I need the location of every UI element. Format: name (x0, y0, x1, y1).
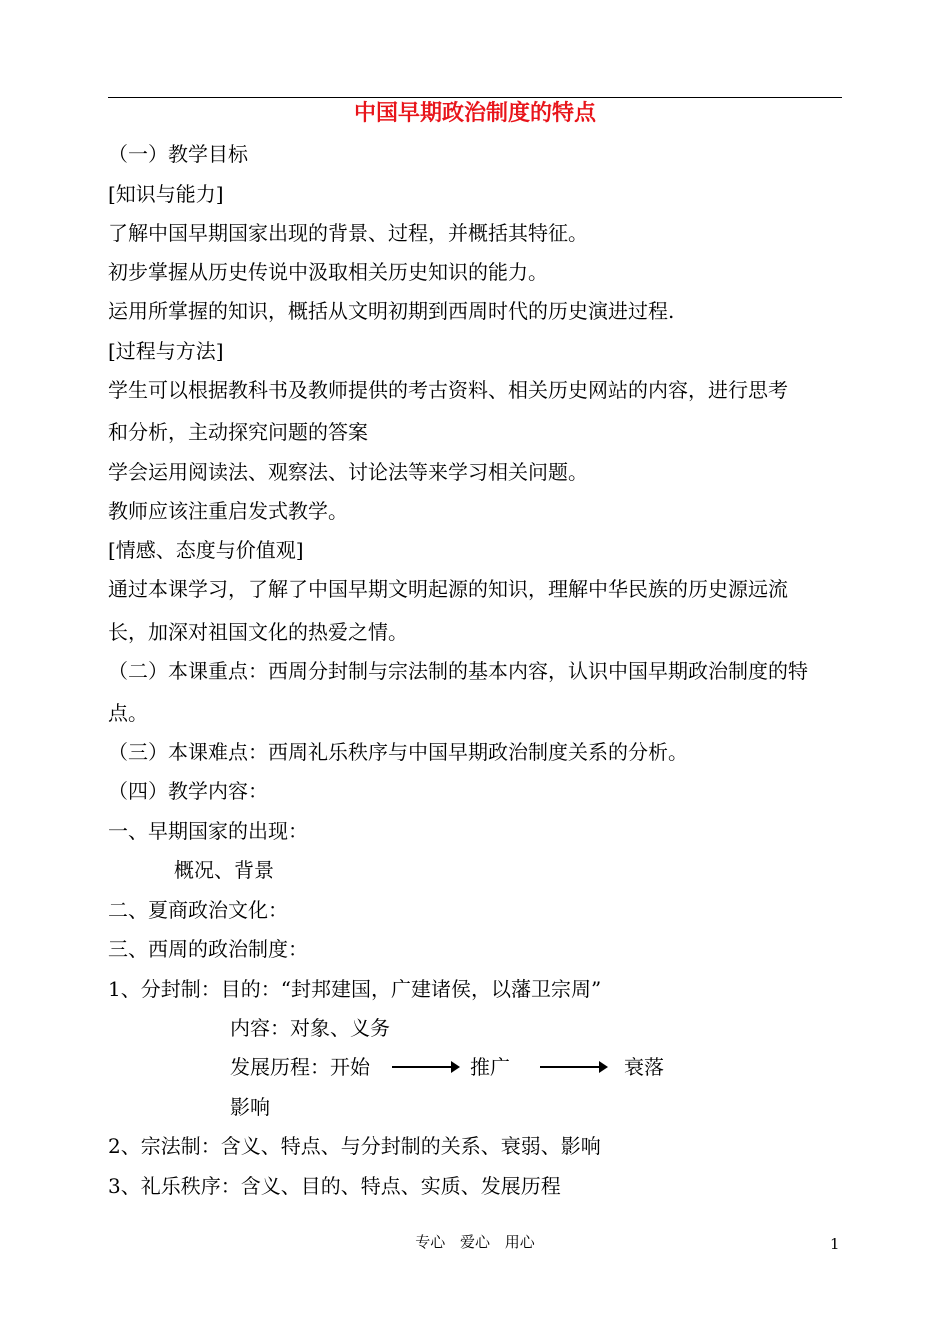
right-arrow-icon (392, 1066, 458, 1068)
list-item: 1、分封制：目的：“封邦建国，广建诸侯，以藩卫宗周” (108, 977, 602, 1001)
subheading-process: [过程与方法] (108, 339, 224, 363)
list-item: 3、礼乐秩序：含义、目的、特点、实质、发展历程 (108, 1174, 561, 1198)
text-line: 长，加深对祖国文化的热爱之情。 (108, 620, 408, 644)
list-subitem: 概况、背景 (174, 858, 274, 882)
text-line: 学生可以根据教科书及教师提供的考古资料、相关历史网站的内容，进行思考 (108, 378, 788, 402)
list-item: 二、夏商政治文化： (108, 898, 288, 922)
list-item: 一、早期国家的出现： (108, 819, 308, 843)
right-arrow-icon (540, 1066, 606, 1068)
flow-step-2: 推广 (470, 1055, 510, 1079)
text-line: 了解中国早期国家出现的背景、过程，并概括其特征。 (108, 221, 588, 245)
text-line: 初步掌握从历史传说中汲取相关历史知识的能力。 (108, 260, 548, 284)
text-line: 运用所掌握的知识，概括从文明初期到西周时代的历史演进过程. (108, 299, 675, 323)
list-item: 2、宗法制：含义、特点、与分封制的关系、衰弱、影响 (108, 1134, 601, 1158)
flow-step-3: 衰落 (624, 1055, 664, 1079)
document-title: 中国早期政治制度的特点 (353, 100, 596, 126)
text-line: 通过本课学习，了解了中国早期文明起源的知识，理解中华民族的历史源远流 (108, 577, 788, 601)
text-line: 点。 (108, 701, 148, 725)
section-key-points: （二）本课重点：西周分封制与宗法制的基本内容，认识中国早期政治制度的特 (108, 659, 808, 683)
section-teaching-goals: （一）教学目标 (108, 142, 248, 166)
list-subitem: 内容：对象、义务 (230, 1016, 390, 1040)
text-line: 和分析，主动探究问题的答案 (108, 420, 368, 444)
list-item: 三、西周的政治制度： (108, 937, 308, 961)
text-line: 教师应该注重启发式教学。 (108, 499, 348, 523)
page-footer: 专心 爱心 用心 (415, 1233, 535, 1251)
subheading-attitude: [情感、态度与价值观] (108, 538, 304, 562)
section-difficulties: （三）本课难点：西周礼乐秩序与中国早期政治制度关系的分析。 (108, 740, 688, 764)
subheading-knowledge: [知识与能力] (108, 182, 224, 206)
text-line: 学会运用阅读法、观察法、讨论法等来学习相关问题。 (108, 460, 588, 484)
page-number: 1 (830, 1235, 840, 1253)
development-flow (230, 1053, 950, 1081)
section-content: （四）教学内容： (108, 779, 268, 803)
list-subitem: 影响 (230, 1095, 270, 1119)
flow-label: 发展历程：开始 (230, 1055, 370, 1079)
